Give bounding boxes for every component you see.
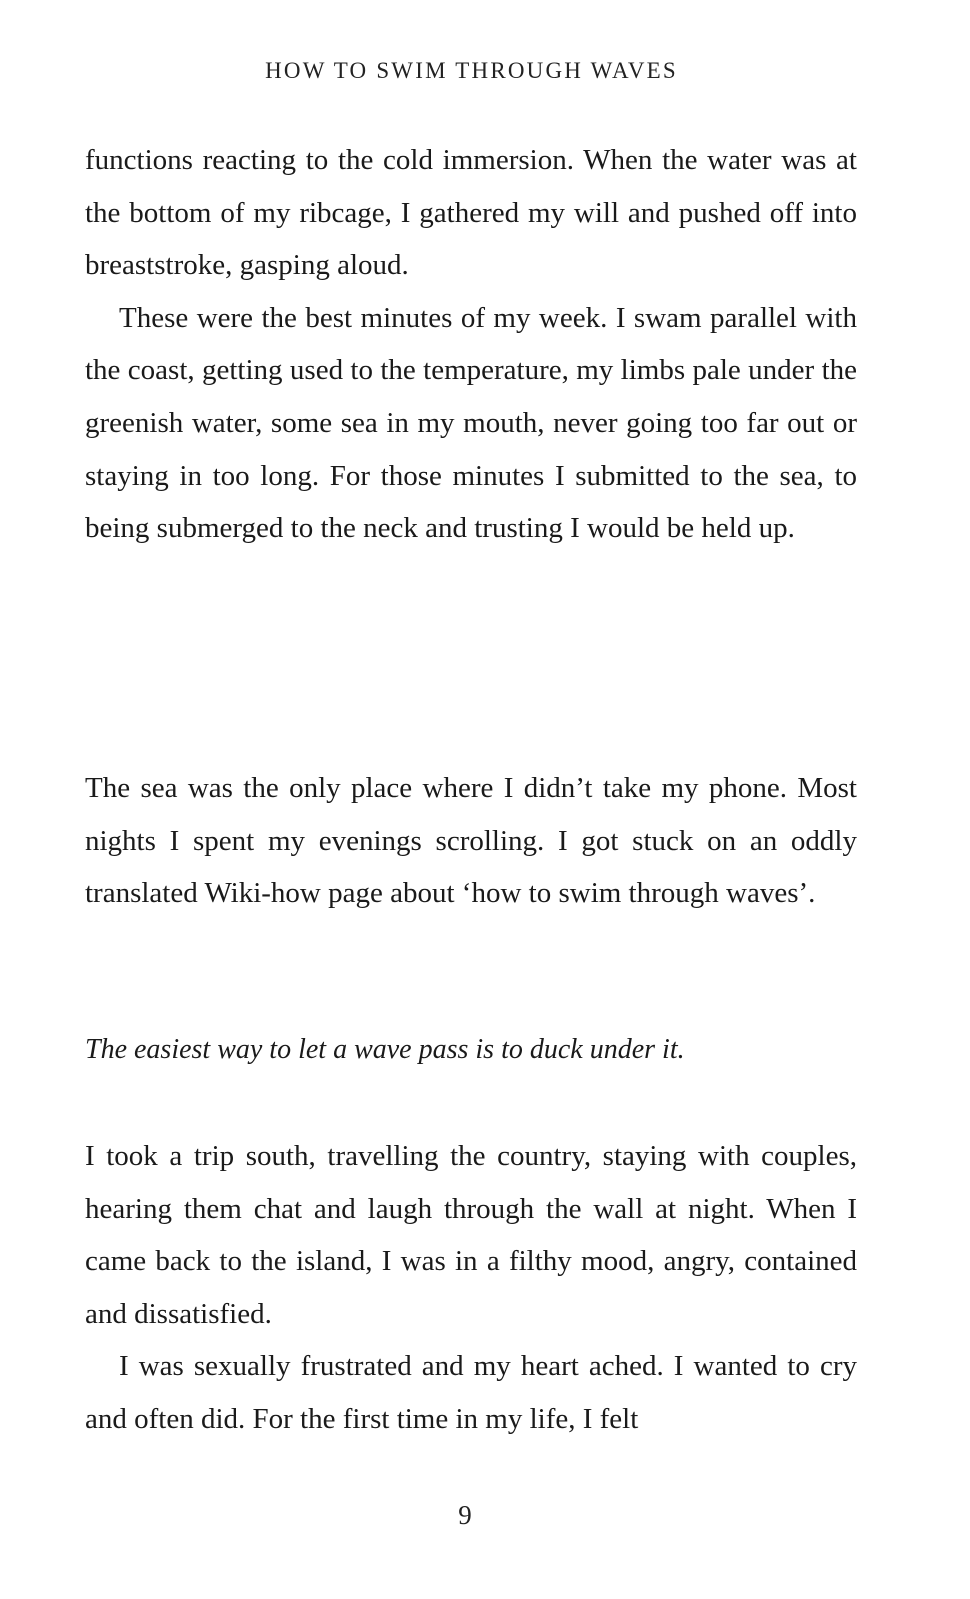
- paragraph: functions reacting to the cold immersion. When the water was at the bottom of my ribcage, I gathered my will and pushed off into breaststroke, gasping aloud.: [85, 144, 857, 282]
- paragraph: The sea was the only place where I didn’t take my phone. Most nights I spent my evenings scrolling. I got stuck on an oddly translated Wiki-how page about ‘how to swim through waves’.: [85, 772, 857, 910]
- running-head: HOW TO SWIM THROUGH WAVES: [265, 58, 678, 83]
- paragraph: I took a trip south, travelling the country, staying with couples, hearing them chat and laugh through the wall at night. When I came back to the island, I was in a filthy mood, angry, contained and dissatisfied.: [85, 1140, 857, 1330]
- italic-quote: The easiest way to let a wave pass is to duck under it.: [85, 1034, 685, 1065]
- page-number: 9: [458, 1500, 472, 1530]
- text-section-1: [85, 134, 857, 555]
- paragraph: These were the best minutes of my week. I swam parallel with the coast, getting used to the temperature, my limbs pale under the greenish water, some sea in my mouth, never going too far out or staying in too long. For those minutes I submitted to the sea, to being submerged to the neck and trusting I would be held up.: [85, 301, 857, 545]
- text-section-2: [85, 762, 857, 920]
- text-section-3: [85, 1130, 857, 1446]
- paragraph: I was sexually frustrated and my heart ached. I wanted to cry and often did. For the first time in my life, I felt: [85, 1350, 857, 1435]
